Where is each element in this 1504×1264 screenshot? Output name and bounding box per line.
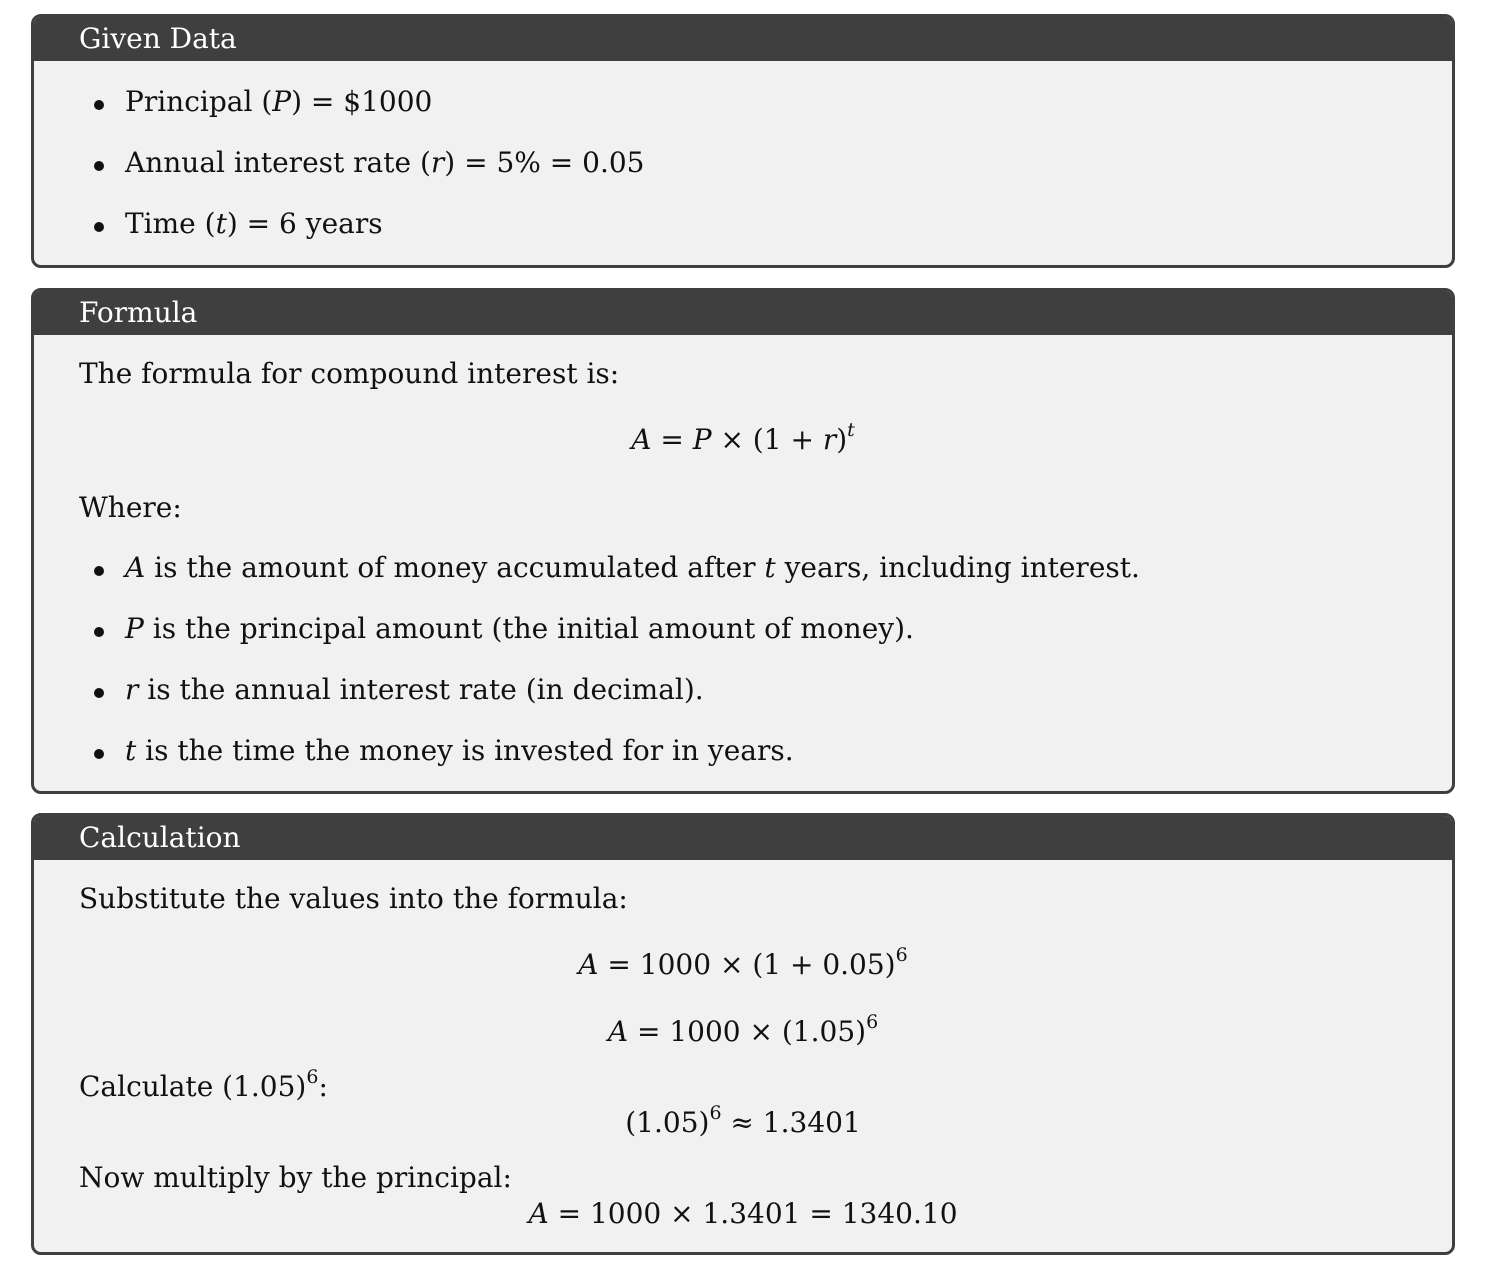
where-label: Where: xyxy=(79,491,182,524)
substitution-equation-2: $A = 1000 \times (1.05)^6$ xyxy=(607,1010,879,1048)
definition-p: P is the principal amount (the initial amount of money). xyxy=(125,612,914,645)
final-amount-equation: A = 1000 × 1.3401 = 1340.10 xyxy=(528,1197,958,1230)
substitute-intro: Substitute the values into the formula: xyxy=(79,882,628,915)
power-result-equation: $(1.05)^6 \approx 1.3401$ xyxy=(625,1101,861,1139)
formula-equation: $A = P \times (1 + r)^t$ xyxy=(631,418,855,456)
formula-title: Formula xyxy=(34,291,1452,335)
substitution-equation-1: $A = 1000 \times (1 + 0.05)^6$ xyxy=(578,943,908,981)
given-item-principal: Principal (P) = $1000 xyxy=(125,85,433,118)
calculation-title: Calculation xyxy=(34,816,1452,860)
calculate-power-label: Calculate $(1.05)^6$: xyxy=(79,1065,328,1103)
calculation-box xyxy=(31,813,1455,1255)
given-data-box xyxy=(31,14,1455,268)
formula-box xyxy=(31,288,1455,794)
definition-a: A is the amount of money accumulated after t years, including interest. xyxy=(125,551,1140,584)
definition-t: t is the time the money is invested for in years. xyxy=(125,734,794,767)
formula-intro: The formula for compound interest is: xyxy=(79,357,620,390)
given-data-title: Given Data xyxy=(34,17,1452,61)
given-item-time: Time (t) = 6 years xyxy=(125,207,383,240)
definition-r: r is the annual interest rate (in decimal). xyxy=(125,673,704,706)
given-item-rate: Annual interest rate (r) = 5% = 0.05 xyxy=(125,146,645,179)
multiply-intro: Now multiply by the principal: xyxy=(79,1161,512,1194)
